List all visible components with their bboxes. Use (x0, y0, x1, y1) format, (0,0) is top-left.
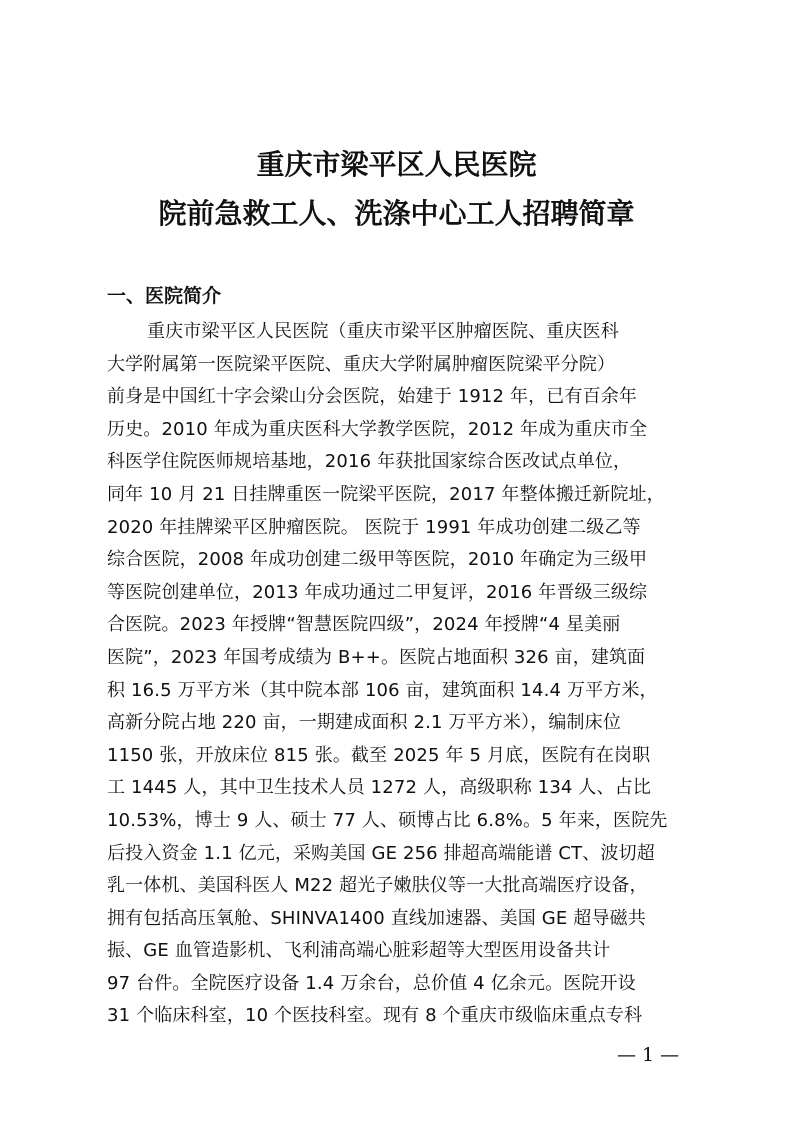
paragraph-line: 合医院。2023 年授牌“智慧医院四级”，2024 年授牌“4 星美丽 (107, 614, 621, 636)
document-title-line2: 院前急救工人、洗涤中心工人招聘简章 (158, 197, 635, 230)
paragraph-line: 积 16.5 万平方米（其中院本部 106 亩，建筑面积 14.4 万平方米， (107, 679, 658, 701)
paragraph-line: 科医学住院医师规培基地，2016 年获批国家综合医改试点单位， (107, 451, 632, 473)
paragraph-line: 同年 10 月 21 日挂牌重医一院梁平医院，2017 年整体搬迁新院址， (107, 483, 665, 505)
hospital-intro-paragraph (107, 316, 697, 1033)
page-number: — 1 — (617, 1044, 680, 1066)
paragraph-line: 乳一体机、美国科医人 M22 超光子嫩肤仪等一大批高端医疗设备， (107, 875, 648, 897)
paragraph-line: 等医院创建单位，2013 年成功通过二甲复评，2016 年晋级三级综 (107, 581, 648, 603)
paragraph-line: 2020 年挂牌梁平区肿瘤医院。 医院于 1991 年成功创建二级乙等 (107, 516, 641, 538)
paragraph-line: 拥有包括高压氧舱、SHINVA1400 直线加速器、美国 GE 超导磁共 (107, 907, 646, 929)
paragraph-line: 医院”，2023 年国考成绩为 B++。医院占地面积 326 亩，建筑面 (107, 646, 646, 668)
paragraph-line: 振、GE 血管造影机、飞利浦高端心脏彩超等大型医用设备共计 (107, 940, 611, 962)
paragraph-line: 10.53%，博士 9 人、硕士 77 人、硕博占比 6.8%。5 年来，医院先 (107, 809, 668, 831)
paragraph-line: 高新分院占地 220 亩，一期建成面积 2.1 万平方米），编制床位 (107, 712, 621, 734)
paragraph-line: 后投入资金 1.1 亿元，采购美国 GE 256 排超高端能谱 CT、波切超 (107, 842, 655, 864)
paragraph-line: 工 1445 人，其中卫生技术人员 1272 人，高级职称 134 人、占比 (107, 777, 652, 799)
section-heading-hospital-intro: 一、医院简介 (107, 285, 222, 307)
paragraph-line: 1150 张，开放床位 815 张。截至 2025 年 5 月底，医院有在岗职 (107, 744, 651, 766)
paragraph-line: 31 个临床科室，10 个医技科室。现有 8 个重庆市级临床重点专科 (107, 1005, 643, 1027)
paragraph-line: 历史。2010 年成为重庆医科大学教学医院，2012 年成为重庆市全 (107, 418, 648, 440)
paragraph-line: 前身是中国红十字会梁山分会医院，始建于 1912 年，已有百余年 (107, 386, 638, 408)
paragraph-line: 大学附属第一医院梁平医院、重庆大学附属肿瘤医院梁平分院） (107, 353, 616, 375)
paragraph-line: 重庆市梁平区人民医院（重庆市梁平区肿瘤医院、重庆医科 (147, 321, 619, 342)
paragraph-line: 97 台件。全院医疗设备 1.4 万余台，总价值 4 亿余元。医院开设 (107, 972, 636, 994)
paragraph-line: 综合医院，2008 年成功创建二级甲等医院，2010 年确定为三级甲 (107, 549, 648, 571)
document-title-line1: 重庆市梁平区人民医院 (256, 148, 537, 181)
